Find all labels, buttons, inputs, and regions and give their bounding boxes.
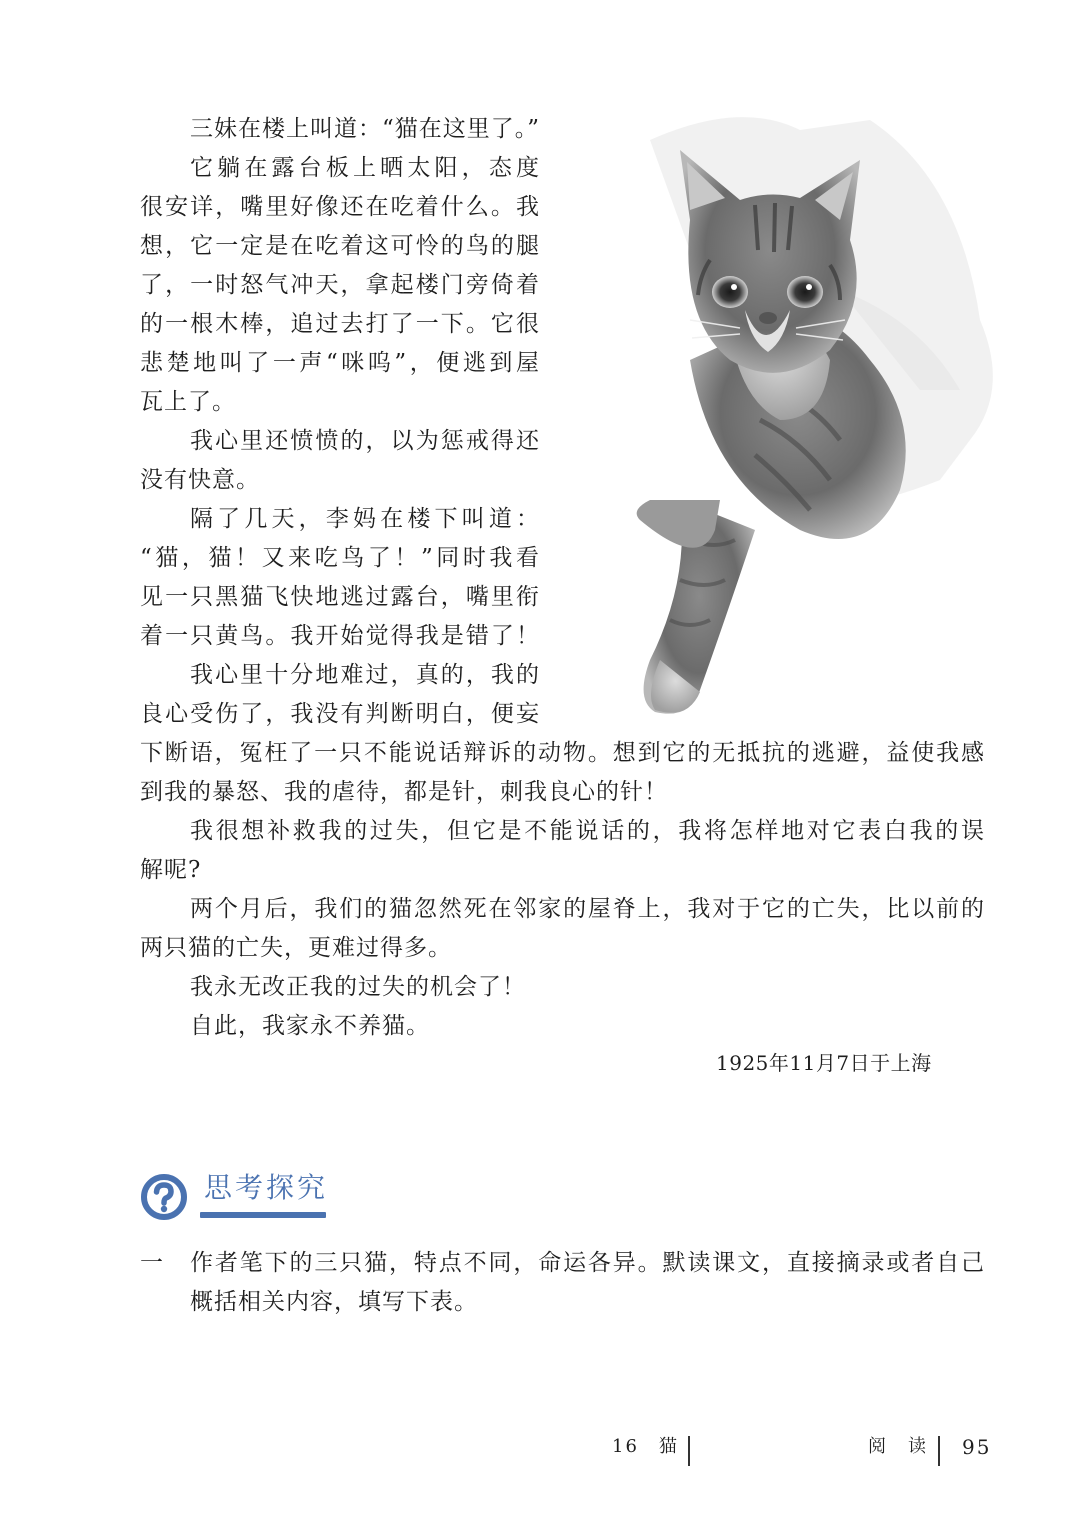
paragraph-line: 很安详，嘴里好像还在吃着什么。我: [140, 194, 540, 220]
cat-eye-left: [712, 276, 748, 308]
paragraph-line: 瓦上了。: [140, 389, 236, 415]
paragraph-line: 下断语，冤枉了一只不能说话辩诉的动物。想到它的无抵抗的逃避，益使我感: [140, 740, 985, 766]
cat-eye-right: [787, 276, 823, 308]
paragraph-line: 了，一时怒气冲天，拿起楼门旁倚着: [140, 272, 540, 298]
paragraph-line: 悲楚地叫了一声“咪呜”，便逃到屋: [140, 350, 540, 376]
footer-divider: [938, 1436, 940, 1466]
paragraph-line: 我很想补救我的过失，但它是不能说话的，我将怎样地对它表白我的误: [190, 818, 985, 844]
paragraph-line: 隔了几天，李妈在楼下叫道：: [190, 506, 540, 532]
question-circle-icon: [140, 1173, 188, 1221]
paragraph-line: 到我的暴怒、我的虐待，都是针，刺我良心的针！: [140, 779, 668, 805]
paragraph-line: 我心里还愤愤的，以为惩戒得还: [190, 428, 540, 454]
paragraph-line: 解呢?: [140, 857, 202, 883]
footer-unit: 阅 读: [868, 1436, 928, 1457]
paragraph-line: 着一只黄鸟。我开始觉得我是错了！: [140, 623, 540, 649]
paragraph-line: 自此，我家永不养猫。: [190, 1013, 430, 1039]
footer-divider: [688, 1436, 690, 1466]
footer-lesson: 16 猫: [612, 1436, 679, 1457]
section-heading: [140, 1168, 340, 1224]
paragraph-line: 想，它一定是在吃着这可怜的鸟的腿: [140, 233, 540, 259]
dateline: 1925年11月7日于上海: [716, 1051, 932, 1075]
question-line: 作者笔下的三只猫，特点不同，命运各异。默读课文，直接摘录或者自己: [190, 1250, 985, 1276]
paragraph-line: 我心里十分地难过，真的，我的: [190, 662, 540, 688]
paragraph-line: “猫，猫！又来吃鸟了！”同时我看: [140, 545, 540, 571]
title-underline: [200, 1212, 326, 1218]
question-line: 概括相关内容，填写下表。: [190, 1289, 478, 1315]
question-number: 一: [140, 1250, 163, 1276]
paragraph-line: 的一根木棒，追过去打了一下。它很: [140, 311, 540, 337]
paragraph-line: 见一只黑猫飞快地逃过露台，嘴里衔: [140, 584, 540, 610]
paragraph-line: 它躺在露台板上晒太阳，态度: [190, 155, 540, 181]
paragraph-line: 良心受伤了，我没有判断明白，便妄: [140, 701, 540, 727]
paragraph-line: 两只猫的亡失，更难过得多。: [140, 935, 452, 961]
paragraph-line: 没有快意。: [140, 467, 260, 493]
paragraph-line: 我永无改正我的过失的机会了！: [190, 974, 526, 1000]
paragraph-line: 两个月后，我们的猫忽然死在邻家的屋脊上，我对于它的亡失，比以前的: [190, 896, 985, 922]
section-title: 思考探究: [204, 1171, 329, 1204]
cat-illustration: [540, 60, 1060, 740]
page-number: 95: [962, 1435, 992, 1459]
paragraph-line: 三妹在楼上叫道：“猫在这里了。”: [190, 116, 541, 142]
